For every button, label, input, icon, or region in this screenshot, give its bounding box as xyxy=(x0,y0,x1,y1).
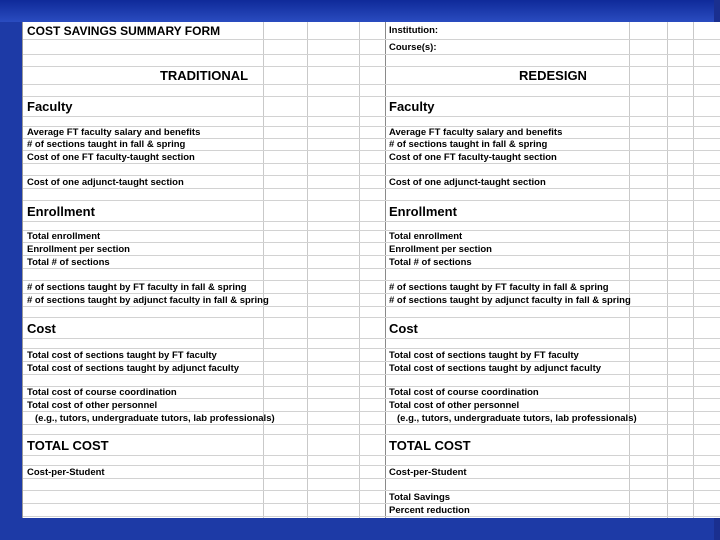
total-cost-other-row xyxy=(23,399,720,412)
spacer-row xyxy=(23,55,720,67)
spacer-row xyxy=(23,425,720,435)
enrollment-section-row xyxy=(23,201,720,222)
cost-per-student-label: Cost-per-Student xyxy=(389,466,467,478)
window-top-bar xyxy=(0,0,720,22)
percent-reduction-row xyxy=(23,504,720,517)
cost-adjunct-section-label: Cost of one adjunct-taught section xyxy=(27,176,184,188)
other-examples-row xyxy=(23,412,720,425)
cost-adjunct-section-label: Cost of one adjunct-taught section xyxy=(389,176,546,188)
redesign-heading: REDESIGN xyxy=(519,68,587,83)
other-examples-label: (e.g., tutors, undergraduate tutors, lab professionals) xyxy=(35,412,275,424)
enrollment-heading-redesign: Enrollment xyxy=(389,203,457,219)
avg-salary-label: Average FT faculty salary and benefits xyxy=(389,127,563,138)
total-enrollment-label: Total enrollment xyxy=(27,231,101,242)
spacer-row xyxy=(23,269,720,281)
enrollment-per-section-row xyxy=(23,243,720,256)
total-enrollment-label: Total enrollment xyxy=(389,231,463,242)
cost-heading-redesign: Cost xyxy=(389,320,418,336)
total-cost-adjunct-label: Total cost of sections taught by adjunct faculty xyxy=(27,362,240,374)
total-cost-coordination-label: Total cost of course coordination xyxy=(27,387,177,398)
spacer-row xyxy=(23,117,720,127)
total-cost-ft-label: Total cost of sections taught by FT faculty xyxy=(389,349,579,361)
cost-adjunct-section-row xyxy=(23,176,720,189)
spacer-row xyxy=(23,375,720,387)
total-savings-row xyxy=(23,491,720,504)
sections-taught-row xyxy=(23,139,720,151)
institution-label: Institution: xyxy=(389,25,439,36)
total-cost-other-label: Total cost of other personnel xyxy=(389,399,520,411)
total-cost-adjunct-row xyxy=(23,362,720,375)
spacer-row xyxy=(23,85,720,97)
spreadsheet-form xyxy=(22,22,720,518)
cost-ft-section-label: Cost of one FT faculty-taught section xyxy=(389,151,557,163)
cost-heading-traditional: Cost xyxy=(27,320,56,336)
total-cost-coordination-label: Total cost of course coordination xyxy=(389,387,539,398)
total-cost-coordination-row xyxy=(23,387,720,399)
spacer-row xyxy=(23,307,720,318)
enrollment-per-section-label: Enrollment per section xyxy=(27,243,130,255)
total-cost-heading-traditional: TOTAL COST xyxy=(27,437,109,453)
total-cost-ft-label: Total cost of sections taught by FT faculty xyxy=(27,349,217,361)
total-savings-label: Total Savings xyxy=(389,491,451,503)
total-sections-label: Total # of sections xyxy=(27,256,110,268)
total-sections-label: Total # of sections xyxy=(389,256,472,268)
cost-ft-section-label: Cost of one FT faculty-taught section xyxy=(27,151,195,163)
other-examples-label: (e.g., tutors, undergraduate tutors, lab professionals) xyxy=(397,412,637,424)
spacer-row xyxy=(23,222,720,231)
sections-ft-label: # of sections taught by FT faculty in fall & spring xyxy=(27,281,247,293)
form-title: COST SAVINGS SUMMARY FORM xyxy=(27,23,221,38)
cost-ft-section-row xyxy=(23,151,720,164)
cost-section-row xyxy=(23,318,720,339)
courses-row xyxy=(23,40,720,55)
total-cost-row xyxy=(23,435,720,456)
sections-ft-row xyxy=(23,281,720,294)
cost-per-student-label: Cost-per-Student xyxy=(27,466,105,478)
spacer-row xyxy=(23,164,720,176)
total-enrollment-row xyxy=(23,231,720,243)
faculty-heading-redesign: Faculty xyxy=(389,99,435,114)
spacer-row xyxy=(23,339,720,349)
sections-adjunct-label: # of sections taught by adjunct faculty in fall & spring xyxy=(27,294,269,306)
form-title-row xyxy=(23,22,720,40)
faculty-heading-traditional: Faculty xyxy=(27,99,73,114)
heading-row xyxy=(23,67,720,85)
sections-adjunct-label: # of sections taught by adjunct faculty in fall & spring xyxy=(389,294,631,306)
sections-ft-label: # of sections taught by FT faculty in fall & spring xyxy=(389,281,609,293)
avg-salary-label: Average FT faculty salary and benefits xyxy=(27,127,201,138)
avg-salary-row xyxy=(23,127,720,139)
traditional-heading: TRADITIONAL xyxy=(159,68,249,83)
enrollment-heading-traditional: Enrollment xyxy=(27,203,95,219)
spacer-row xyxy=(23,456,720,466)
cost-per-student-row xyxy=(23,466,720,479)
total-cost-ft-row xyxy=(23,349,720,362)
percent-reduction-label: Percent reduction xyxy=(389,504,470,516)
spacer-row xyxy=(23,189,720,201)
sections-taught-label: # of sections taught in fall & spring xyxy=(27,139,186,150)
courses-label: Course(s): xyxy=(389,41,437,53)
total-cost-other-label: Total cost of other personnel xyxy=(27,399,158,411)
sections-adjunct-row xyxy=(23,294,720,307)
sections-taught-label: # of sections taught in fall & spring xyxy=(389,139,548,150)
spacer-row xyxy=(23,479,720,491)
total-cost-adjunct-label: Total cost of sections taught by adjunct faculty xyxy=(389,362,602,374)
total-sections-row xyxy=(23,256,720,269)
total-cost-heading-redesign: TOTAL COST xyxy=(389,437,471,453)
faculty-section-row xyxy=(23,97,720,117)
enrollment-per-section-label: Enrollment per section xyxy=(389,243,492,255)
